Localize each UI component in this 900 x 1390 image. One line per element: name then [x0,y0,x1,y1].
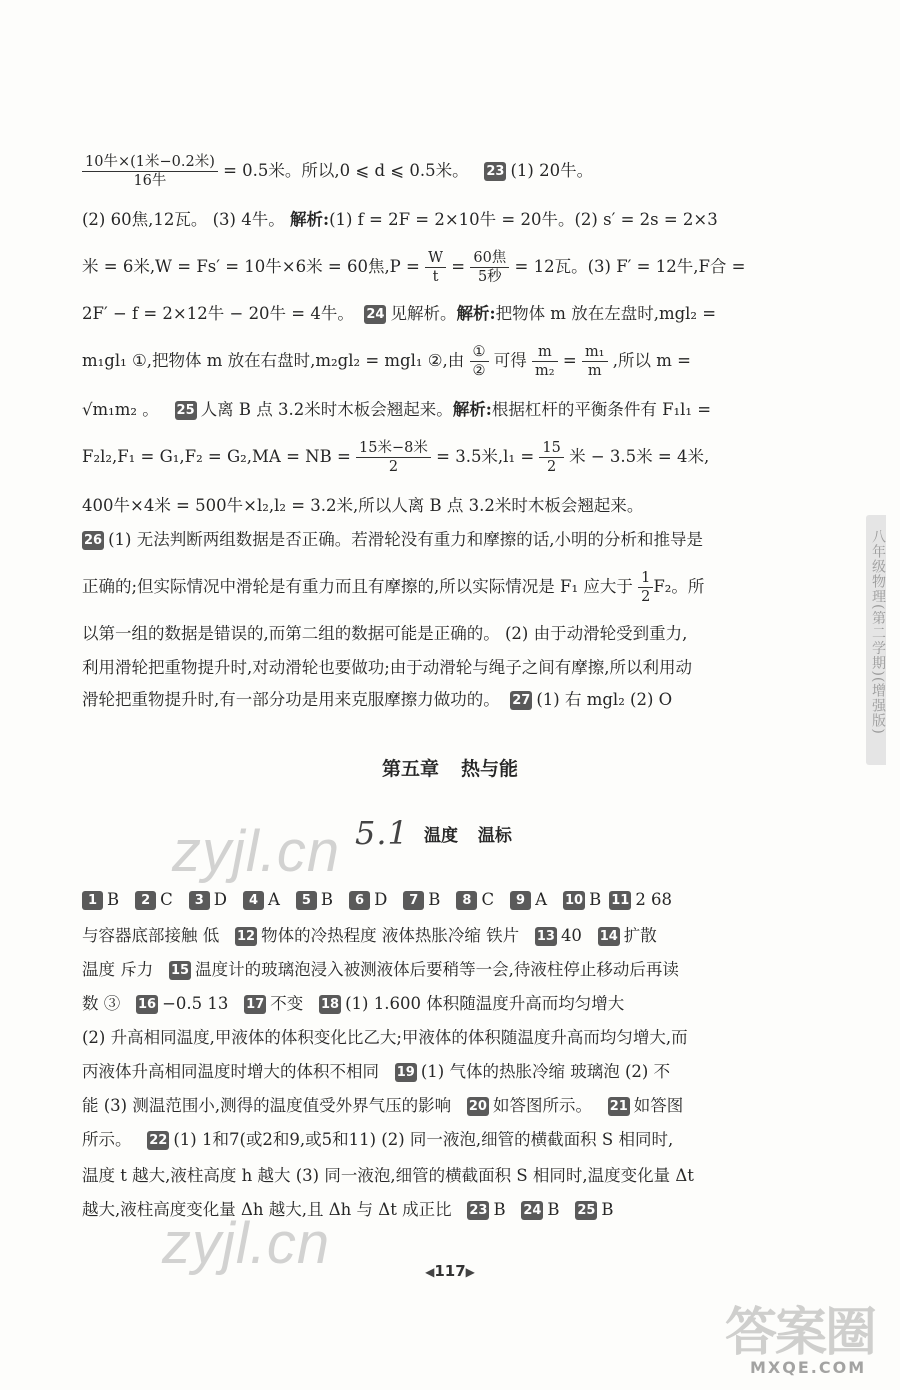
fraction-denominator: 5秒 [477,269,502,285]
short-answer [135,890,173,909]
short-answer [82,890,119,909]
answer-line [82,394,792,426]
fraction [470,345,489,379]
fraction-numerator: m [532,345,558,363]
answer-text: C [160,890,173,909]
answer-line [82,524,792,556]
answer-line [82,954,792,986]
answer-text: D [374,890,388,909]
answer-text: (1) 1.600 体积随温度升高而均匀增大 [345,994,625,1013]
answer-text: 数 ③ [82,994,121,1013]
answer-text: 400牛×4米 = 500牛×l₂,l₂ = 3.2米,所以人离 B 点 3.2米时木板会翘起来。 [82,496,644,515]
answer-line [82,244,792,290]
watermark: zyjl.cn [162,1211,331,1276]
short-answer [563,890,601,909]
fraction-denominator: 2 [388,459,399,475]
answer-text: = [562,351,577,370]
answer-text: 可得 [493,351,527,370]
answer-text: 人离 B 点 3.2米时木板会翘起来。 [200,400,453,419]
answer-text: = 0.5米。所以,0 ⩽ d ⩽ 0.5米。 [223,161,469,180]
answer-text: 见解析。 [390,304,457,323]
answer-text: F₂l₂,F₁ = G₁,F₂ = G₂,MA = NB = [82,447,351,466]
answer-line [82,1056,792,1088]
answer-text: = 3.5米,l₁ = [436,447,535,466]
answer-text: B [428,890,441,909]
short-answer [403,890,440,909]
answer-text: −0.5 13 [162,994,229,1013]
answer-text: 根据杠杆的平衡条件有 F₁l₁ = [491,400,712,419]
fraction [82,155,218,189]
question-number-badge: 3 [189,891,210,910]
question-number-badge: 21 [609,1099,628,1114]
short-answer [349,890,387,909]
answer-line [82,1124,792,1156]
answer-text: B [107,890,120,909]
answer-text: 40 [560,926,582,945]
short-answer [510,890,547,909]
answer-text: B [589,890,602,909]
fraction-numerator: 10牛×(1米−0.2米) [82,155,218,173]
answer-text: 丙液体升高相同温度时增大的体积不相同 [82,1062,379,1081]
answer-text: 如答图 [633,1096,684,1115]
short-answer [296,890,333,909]
fraction [638,571,653,605]
answer-text: C [481,890,495,909]
question-number-badge: 8 [456,891,477,910]
fraction [582,345,608,379]
answer-text: m₁gl₁ ①,把物体 m 放在右盘时,m₂gl₂ = mgl₁ ②,由 [82,351,465,370]
section-title: 温度 温标 [423,825,512,846]
question-number-badge: 20 [468,1099,487,1114]
question-number-badge: 22 [149,1133,168,1148]
question-number-badge: 18 [321,997,340,1012]
answer-line [82,1090,792,1122]
answer-text: (1) 气体的热胀冷缩 玻璃泡 (2) 不 [420,1062,671,1081]
fraction-numerator: 1 [638,571,653,589]
answer-line [82,148,792,194]
answer-text: 能 (3) 测温范围小,测得的温度值受外界气压的影响 [82,1096,452,1115]
question-number-badge: 9 [510,891,531,910]
answer-text: √m₁m₂ 。 [82,400,159,419]
question-number-badge: 15 [171,963,190,978]
answer-text: 米 = 6米,W = Fs′ = 10牛×6米 = 60焦,P = [82,257,420,276]
answer-text: B [320,890,334,909]
fraction-numerator: 15 [539,441,563,459]
answer-line [82,920,792,952]
short-answer [609,890,672,909]
fraction-denominator: ② [472,363,486,379]
answer-text: 物体的冷热程度 液体热胀冷缩 铁片 [261,926,520,945]
side-tab [866,515,886,765]
answer-text: (2) 升高相同温度,甲液体的体积变化比乙大;甲液体的体积随温度升高而均匀增大,而 [82,1028,688,1047]
answer-text: 2 68 [635,890,673,909]
answer-line [82,204,792,236]
fraction [470,251,509,285]
question-number-badge: 12 [237,929,256,944]
answer-text: 如答图所示。 [492,1096,592,1115]
answer-line [82,338,792,384]
answer-text: 2F′ − f = 2×12牛 − 20牛 = 4牛。 [82,304,354,323]
answer-text: (1) 20牛。 [510,161,594,180]
answer-text: ,所以 m = [612,351,691,370]
short-answer [456,890,494,909]
fraction [539,441,563,475]
answer-line [82,618,792,650]
chapter-number: 第五章 [381,758,439,780]
question-number-badge: 11 [611,893,630,908]
fraction-denominator: 2 [547,459,557,475]
answer-line [82,1160,792,1192]
question-number-badge: 26 [84,533,103,548]
fraction-denominator: m [587,363,602,379]
page-number-text: 117 [434,1262,466,1280]
fraction-denominator: 16牛 [133,173,167,189]
answer-line [82,298,792,330]
question-number-badge: 19 [396,1065,415,1080]
answer-text: 利用滑轮把重物提升时,对动滑轮也要做功;由于动滑轮与绳子之间有摩擦,所以利用动 [82,658,693,677]
answer-line [82,652,792,684]
answer-text: D [213,890,227,909]
analysis-label: 解析: [452,400,492,419]
answer-text: 滑轮把重物提升时,有一部分功是用来克服摩擦力做功的。 [82,690,500,709]
analysis-label: 解析: [289,210,330,229]
answer-line [82,1022,792,1054]
answer-text: B [547,1200,560,1219]
answer-text: 扩散 [623,926,657,945]
fraction-numerator: 15米−8米 [356,441,431,459]
chapter-heading [0,754,900,781]
fraction-denominator: t [432,269,439,285]
answer-text: (1) 无法判断两组数据是否正确。若滑轮没有重力和摩擦的话,小明的分析和推导是 [108,530,703,549]
answer-text: B [493,1200,506,1219]
answer-line [82,564,792,610]
answer-text: 所示。 [82,1130,132,1149]
question-number-badge: 23 [486,164,505,179]
answer-text: (1) 1和7(或2和9,或5和11) (2) 同一液泡,细管的横截面积 S 相同时, [173,1130,674,1149]
answer-text: 米 − 3.5米 = 4米, [569,447,710,466]
question-number-badge: 17 [246,997,265,1012]
answer-text: 温度 斥力 [82,960,154,979]
question-number-badge: 1 [82,891,103,910]
answer-text: 正确的;但实际情况中滑轮是有重力而且有摩擦的,所以实际情况是 F₁ 应大于 [82,577,633,596]
watermark: zyjl.cn [172,819,341,884]
watermark: MXQE.COM [750,1358,867,1377]
answer-text: B [601,1200,614,1219]
fraction-denominator: m₂ [535,363,555,379]
fraction-denominator: 2 [641,589,651,605]
answer-text: A [535,890,547,909]
answer-text: 越大,液柱高度变化量 Δh 越大,且 Δh 与 Δt 成正比 [82,1200,452,1219]
answer-text: = [451,257,466,276]
question-number-badge: 7 [403,891,424,910]
answer-line [82,884,792,916]
fraction [356,441,431,475]
answer-text: A [268,890,280,909]
section-number: 5.1 [355,814,409,852]
answer-line [82,684,792,716]
question-number-badge: 24 [366,307,385,322]
question-number-badge: 4 [243,891,264,910]
fraction-numerator: ① [470,345,489,363]
fraction-numerator: 60焦 [470,251,509,269]
answer-text: (1) 右 mgl₂ (2) O [536,690,673,709]
analysis-label: 解析: [456,304,496,323]
answer-text: 温度计的玻璃泡浸入被测液体后要稍等一会,待液柱停止移动后再读 [195,960,679,979]
question-number-badge: 23 [469,1203,488,1218]
question-number-badge: 5 [296,891,317,910]
answer-line [82,434,792,480]
question-number-badge: 24 [523,1203,542,1218]
question-number-badge: 6 [349,891,370,910]
answer-text: F₂。所 [653,577,705,596]
answer-text: 不变 [270,994,304,1013]
short-answer [189,890,227,909]
section-heading [355,814,512,854]
question-number-badge: 25 [176,403,195,418]
chapter-title: 热与能 [461,758,519,780]
watermark-logo: 答案圈 [725,1303,876,1363]
answer-text: (1) f = 2F = 2×10牛 = 20牛。(2) s′ = 2s = 2×3 [329,210,718,229]
fraction-numerator: W [425,251,446,269]
question-number-badge: 10 [564,893,584,908]
fraction-numerator: m₁ [582,345,608,363]
answer-text: 把物体 m 放在左盘时,mgl₂ = [495,304,717,323]
short-answer [243,890,280,909]
question-number-badge: 14 [599,929,618,944]
question-number-badge: 2 [135,891,156,910]
answer-text: 温度 t 越大,液柱高度 h 越大 (3) 同一液泡,细管的横截面积 S 相同时,温度变化量 Δt [82,1166,694,1185]
answer-text: 与容器底部接触 低 [82,926,220,945]
question-number-badge: 16 [138,997,157,1012]
answer-text: 以第一组的数据是错误的,而第二组的数据可能是正确的。 (2) 由于动滑轮受到重力, [82,624,688,643]
side-tab-label: 八年级物理(第二学期)(增强版) [870,529,886,735]
page-number: ◀117▶ [425,1262,475,1280]
answer-line [82,988,792,1020]
question-number-badge: 25 [577,1203,596,1218]
question-number-badge: 13 [536,929,555,944]
fraction [532,345,558,379]
answer-text: = 12瓦。(3) F′ = 12牛,F合 = [514,257,746,276]
fraction [425,251,446,285]
answer-text: (2) 60焦,12瓦。 (3) 4牛。 [82,210,285,229]
question-number-badge: 27 [512,693,531,708]
answer-line [82,490,792,522]
